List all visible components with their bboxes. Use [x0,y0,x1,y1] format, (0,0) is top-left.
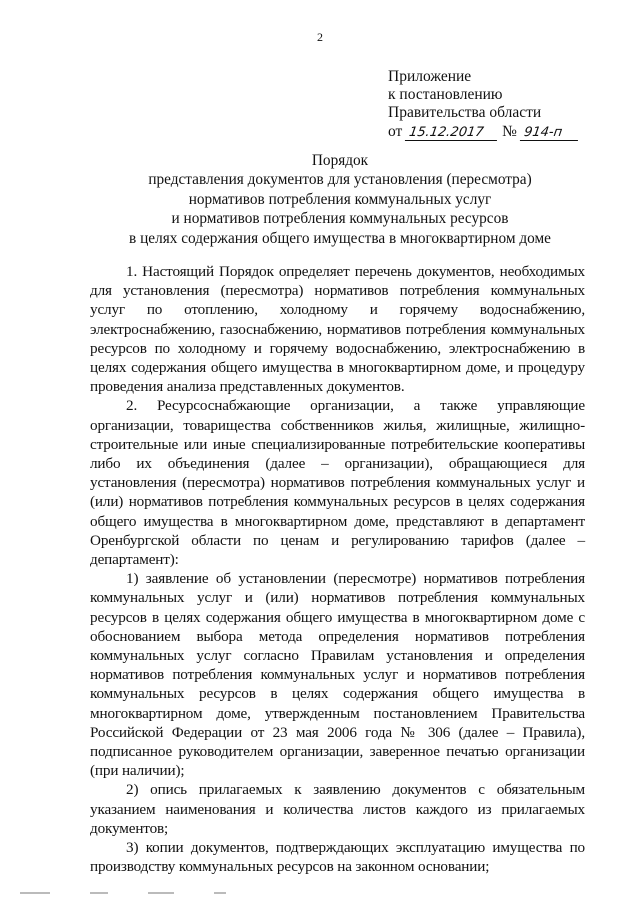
document-subtitle-line: нормативов потребления коммунальных услуг [188,190,492,208]
handwritten-number: 914-п [520,125,580,141]
appendix-resolution-line: к постановлению [388,86,503,104]
number-sign: № [502,122,517,140]
document-subtitle-line: и нормативов потребления коммунальных ресурсов [171,210,509,228]
paragraph: 1. Настоящий Порядок определяет перечень документов, необходимых для установления (пересмотра) нормативов потребления коммунальных услуг по отоплению, холодному и горячему водоснабжению, электроснабжению, газоснабжению, нормативов потребления коммунальных ресурсов по холодному и горячему водоснабжению, электроснабжению в целях содержания общего имущества в многоквартирном доме, и процедуру проведения анализа представленных документов. [90,263,585,396]
list-item: 2) опись прилагаемых к заявлению документов с обязательным указанием наименования и количества листов каждого из прилагаемых документов; [90,781,585,837]
document-title-block [80,151,600,248]
document-subtitle-line: представления документов для установления (пересмотра) [148,171,532,189]
paragraph: 2. Ресурсоснабжающие организации, а также управляющие организации, товарищества собственников жилья, жилищные, жилищно-строительные или иные специализированные потребительские кооперативы либо их объединения (далее – организации), обращающиеся для установления (пересмотра) нормативов потребления коммунальных услуг и (или) нормативов потребления коммунальных ресурсов в целях содержания общего имущества в многоквартирном доме, представляют в департамент Оренбургской области по ценам и регулированию тарифов (далее – департамент): [90,397,585,569]
date-prefix: от [388,122,403,140]
appendix-title: Приложение [388,68,472,85]
document-subtitle-line: в целях содержания общего имущества в многоквартирном доме [129,229,551,247]
handwritten-date: 15.12.2017 [405,125,499,141]
appendix-date-number-line [388,123,618,141]
scan-artifact-marks [20,892,320,898]
page-number: 2 [317,30,323,44]
document-title: Порядок [311,152,369,169]
appendix-header [388,68,618,141]
appendix-government-line: Правительства области [388,104,542,122]
list-item: 1) заявление об установлении (пересмотре) нормативов потребления коммунальных услуг и (или) нормативов потребления коммунальных ресурсов в целях содержания общего имущества в многоквартирном доме с обоснованием выбора метода определения нормативов потребления коммунальных услуг согласно Правилам установления и определения нормативов потребления коммунальных услуг и нормативов потребления коммунальных ресурсов в целях содержания общего имущества в многоквартирном доме, утвержденным постановлением Правительства Российской Федерации от 23 мая 2006 года № 306 (далее – Правила), подписанное руководителем организации, заверенное печатью организации (при наличии); [90,570,585,780]
list-item: 3) копии документов, подтверждающих эксплуатацию имущества по производству коммунальных ресурсов на законном основании; [90,839,585,876]
document-body [90,262,585,877]
